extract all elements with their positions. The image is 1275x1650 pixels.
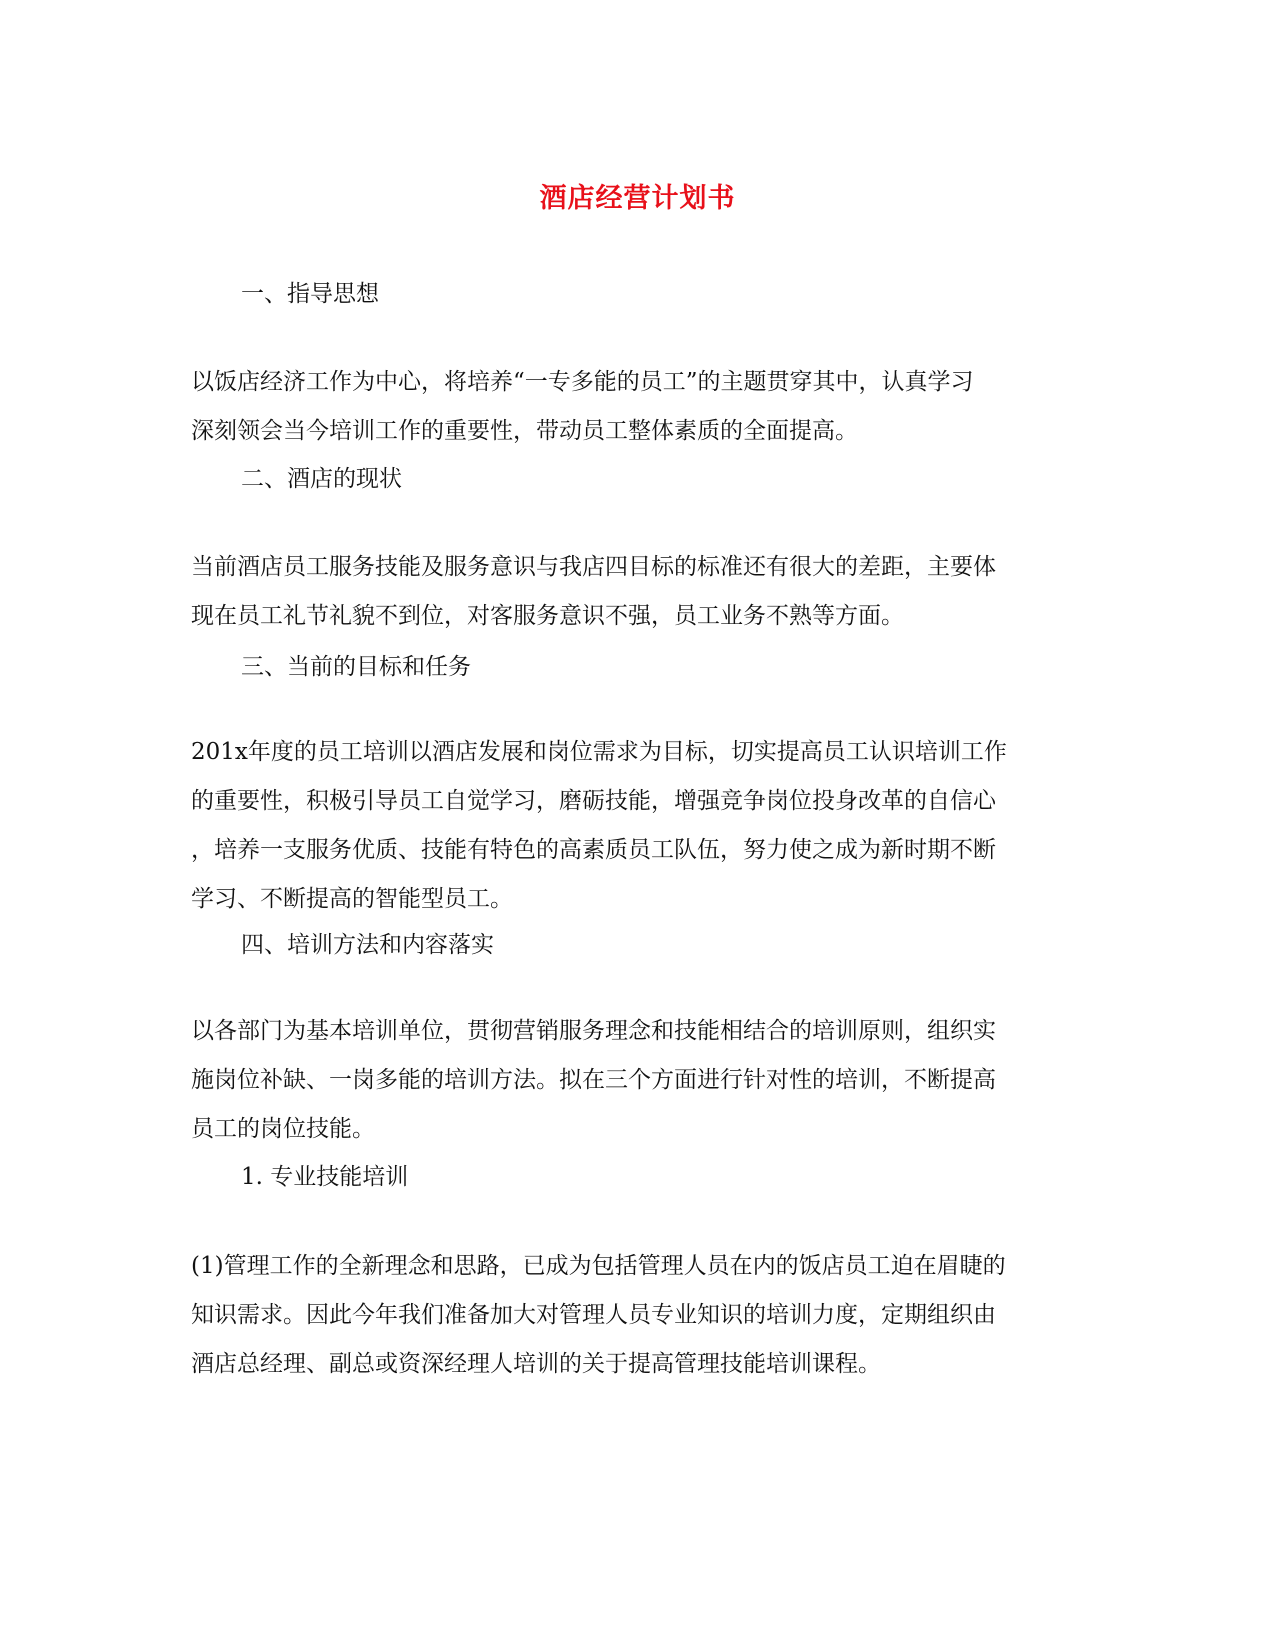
paragraph-line: 当前酒店员工服务技能及服务意识与我店四目标的标准还有很大的差距，主要体 — [191, 554, 996, 580]
paragraph-line: 深刻领会当今培训工作的重要性，带动员工整体素质的全面提高。 — [191, 418, 858, 444]
paragraph-line: 以各部门为基本培训单位，贯彻营销服务理念和技能相结合的培训原则，组织实 — [191, 1018, 996, 1044]
section-heading-current-status: 二、酒店的现状 — [241, 466, 402, 492]
section-paragraph-current-status — [191, 543, 1071, 641]
section-heading-guiding-thought: 一、指导思想 — [241, 281, 379, 307]
document-title: 酒店经营计划书 — [539, 183, 736, 214]
paragraph-line: 以饭店经济工作为中心，将培养“一专多能的员工”的主题贯穿其中，认真学习 — [191, 369, 974, 395]
paragraph-line: 现在员工礼节礼貌不到位，对客服务意识不强，员工业务不熟等方面。 — [191, 603, 904, 629]
section-paragraph-guiding-thought — [191, 358, 1071, 456]
section-paragraph-goals-tasks — [191, 728, 1071, 924]
subsection-paragraph-professional-skills — [191, 1242, 1071, 1389]
section-paragraph-training-methods — [191, 1007, 1071, 1154]
subsection-heading-professional-skills: 1. 专业技能培训 — [241, 1164, 409, 1190]
paragraph-line: 施岗位补缺、一岗多能的培训方法。拟在三个方面进行针对性的培训，不断提高 — [191, 1067, 996, 1093]
paragraph-line: 知识需求。因此今年我们准备加大对管理人员专业知识的培训力度，定期组织由 — [191, 1302, 996, 1328]
paragraph-line: 学习、不断提高的智能型员工。 — [191, 886, 513, 912]
paragraph-line: (1)管理工作的全新理念和思路，已成为包括管理人员在内的饭店员工迫在眉睫的 — [191, 1253, 1006, 1279]
paragraph-line: 员工的岗位技能。 — [191, 1116, 375, 1142]
paragraph-line: 的重要性，积极引导员工自觉学习，磨砺技能，增强竞争岗位投身改革的自信心 — [191, 788, 996, 814]
section-heading-goals-tasks: 三、当前的目标和任务 — [241, 654, 471, 680]
paragraph-line: 酒店总经理、副总或资深经理人培训的关于提高管理技能培训课程。 — [191, 1351, 881, 1377]
paragraph-line: ，培养一支服务优质、技能有特色的高素质员工队伍，努力使之成为新时期不断 — [191, 837, 996, 863]
section-heading-training-methods: 四、培训方法和内容落实 — [241, 932, 494, 958]
paragraph-line: 201x年度的员工培训以酒店发展和岗位需求为目标，切实提高员工认识培训工作 — [191, 739, 1007, 765]
